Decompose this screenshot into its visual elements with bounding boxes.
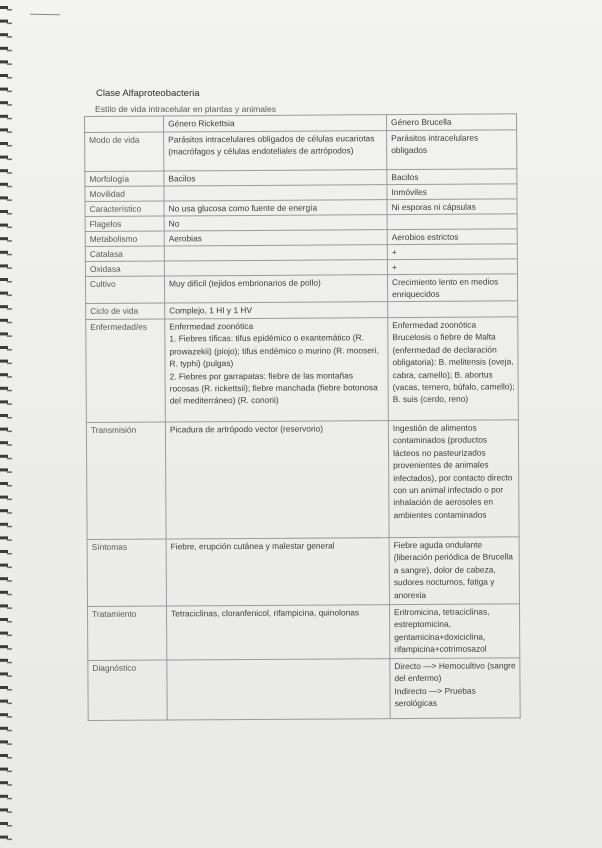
table-row — [88, 658, 520, 721]
brucella-cell: Enfermedad zoonótica Brucelosis o fiebre de Malta (enfermedad de declaración obligatoria): B. melitensis (oveja, cabra, camello); B. abortus (vacas, ternero, búfalo, camello); B. suis (cerdo, reno) — [388, 317, 519, 421]
table-row — [86, 420, 519, 540]
binding-mark — [0, 156, 8, 159]
binding-mark-tail — [7, 104, 12, 106]
binding-mark-tail — [7, 118, 12, 120]
binding-mark — [0, 808, 8, 811]
binding-mark — [0, 414, 8, 417]
binding-mark — [0, 740, 8, 743]
binding-mark — [0, 373, 8, 376]
binding-mark — [0, 645, 8, 648]
binding-mark-tail — [7, 499, 12, 501]
binding-mark — [0, 468, 8, 471]
row-label: Característico — [85, 201, 164, 216]
brucella-cell: + — [387, 259, 517, 275]
rickettsia-cell — [164, 245, 387, 261]
rickettsia-cell: Picadura de artrópodo vector (reservorio) — [165, 421, 389, 539]
row-label: Movilidad — [85, 186, 164, 201]
binding-mark — [0, 237, 8, 240]
binding-mark — [0, 604, 8, 607]
binding-mark-tail — [7, 675, 12, 677]
rickettsia-cell: Complejo, 1 HI y 1 HV — [165, 302, 388, 319]
rickettsia-cell — [167, 659, 390, 720]
binding-mark-tail — [7, 159, 12, 161]
binding-mark-tail — [7, 240, 12, 242]
binding-mark — [0, 292, 8, 295]
binding-mark — [0, 20, 8, 23]
binding-mark — [0, 196, 8, 199]
binding-mark-tail — [7, 186, 12, 188]
binding-mark-tail — [7, 9, 12, 11]
binding-mark — [0, 836, 8, 839]
brucella-cell — [388, 301, 518, 318]
binding-mark — [0, 591, 8, 594]
rickettsia-cell: Muy difícil (tejidos embrionarios de pollo) — [164, 275, 387, 303]
document-title: Clase Alfaproteobacteria — [96, 88, 200, 99]
binding-mark-tail — [7, 839, 12, 841]
rickettsia-cell — [164, 260, 387, 276]
binding-mark-tail — [7, 716, 12, 718]
binding-mark — [0, 428, 8, 431]
binding-mark-tail — [7, 36, 12, 38]
binding-mark — [0, 523, 8, 526]
row-label: Enfermedad/es — [86, 319, 166, 422]
binding-mark-tail — [7, 131, 12, 133]
rickettsia-cell: Aerobias — [164, 230, 387, 246]
binding-mark — [0, 33, 8, 36]
row-label: Metabolismo — [85, 231, 164, 246]
binding-mark-tail — [7, 648, 12, 650]
brucella-cell — [387, 214, 517, 230]
binding-mark — [0, 115, 8, 118]
binding-mark-tail — [7, 281, 12, 283]
binding-mark — [0, 768, 8, 771]
binding-mark-tail — [7, 295, 12, 297]
binding-mark — [0, 346, 8, 349]
binding-mark — [0, 319, 8, 322]
binding-mark-tail — [7, 471, 12, 473]
brucella-cell: + — [387, 244, 517, 260]
binding-mark — [0, 210, 8, 213]
binding-mark-tail — [7, 567, 12, 569]
binding-mark-tail — [7, 267, 12, 269]
binding-mark-tail — [7, 798, 12, 800]
binding-mark — [0, 400, 8, 403]
binding-mark — [0, 60, 8, 63]
binding-mark — [0, 781, 8, 784]
rickettsia-cell — [164, 185, 387, 201]
binding-mark-tail — [7, 50, 12, 52]
binding-mark — [0, 360, 8, 363]
binding-mark — [0, 536, 8, 539]
binding-mark — [0, 564, 8, 567]
binding-mark-tail — [7, 526, 12, 528]
binding-mark-tail — [7, 553, 12, 555]
binding-mark — [0, 727, 8, 730]
binding-mark — [0, 713, 8, 716]
binding-mark-tail — [7, 363, 12, 365]
rickettsia-cell: Parásitos intracelulares obligados de células eucariotas (macrófagos y células endoteliales de artrópodos) — [164, 131, 387, 171]
binding-mark-tail — [7, 825, 12, 827]
header-cell-empty — [85, 116, 164, 132]
binding-mark-tail — [7, 376, 12, 378]
binding-mark-tail — [7, 63, 12, 65]
binding-mark — [0, 101, 8, 104]
row-label: Catalasa — [85, 246, 164, 261]
pen-mark — [30, 14, 60, 16]
binding-mark-tail — [7, 689, 12, 691]
binding-mark — [0, 659, 8, 662]
brucella-cell: Bacilos — [387, 169, 517, 185]
rickettsia-cell: Tetraciclinas, cloranfenicol, rifampicina, quinolonas — [166, 605, 389, 660]
binding-mark — [0, 672, 8, 675]
binding-mark — [0, 305, 8, 308]
row-label: Morfología — [85, 171, 164, 186]
binding-mark — [0, 482, 8, 485]
binding-mark — [0, 47, 8, 50]
binding-mark — [0, 6, 8, 9]
binding-mark-tail — [7, 227, 12, 229]
brucella-cell: Inmóviles — [387, 184, 517, 200]
table-row — [85, 130, 517, 172]
comparison-table — [84, 113, 521, 721]
binding-mark — [0, 278, 8, 281]
binding-mark — [0, 88, 8, 91]
binding-mark — [0, 509, 8, 512]
binding-mark-tail — [7, 403, 12, 405]
binding-mark-tail — [7, 771, 12, 773]
binding-mark-tail — [7, 417, 12, 419]
binding-mark-tail — [7, 335, 12, 337]
binding-mark — [0, 183, 8, 186]
brucella-cell: Crecimiento lento en medios enriquecidos — [387, 274, 517, 302]
table-row — [86, 317, 519, 423]
binding-mark — [0, 700, 8, 703]
binding-mark — [0, 441, 8, 444]
binding-mark — [0, 632, 8, 635]
binding-mark — [0, 618, 8, 621]
binding-mark-tail — [7, 743, 12, 745]
binding-mark-tail — [7, 594, 12, 596]
binding-mark — [0, 795, 8, 798]
binding-mark-tail — [7, 145, 12, 147]
binding-mark-tail — [7, 349, 12, 351]
table-row — [85, 274, 517, 304]
row-label: Modo de vida — [85, 132, 164, 171]
row-label: Síntomas — [87, 539, 166, 606]
binding-mark-tail — [7, 199, 12, 201]
spiral-binding — [0, 0, 14, 848]
row-label: Oxidasa — [85, 261, 164, 276]
binding-mark-tail — [7, 308, 12, 310]
binding-mark-tail — [7, 539, 12, 541]
binding-mark-tail — [7, 811, 12, 813]
binding-mark-tail — [7, 390, 12, 392]
binding-mark-tail — [7, 485, 12, 487]
binding-mark-tail — [7, 784, 12, 786]
binding-mark — [0, 169, 8, 172]
table-row — [87, 537, 519, 607]
rickettsia-cell: Fiebre, erupción cutánea y malestar general — [166, 538, 389, 606]
binding-mark — [0, 496, 8, 499]
rickettsia-cell: Bacilos — [164, 170, 387, 186]
binding-mark-tail — [7, 580, 12, 582]
binding-holes-graphic — [0, 0, 14, 848]
brucella-cell: Directo —> Hemocultivo (sangre del enfermo) Indirecto —> Pruebas serológicas — [390, 658, 520, 719]
binding-mark-tail — [7, 91, 12, 93]
binding-mark-tail — [7, 607, 12, 609]
binding-mark-tail — [7, 512, 12, 514]
binding-mark-tail — [7, 621, 12, 623]
header-cell-brucella: Género Brucella — [386, 114, 516, 131]
binding-mark — [0, 128, 8, 131]
rickettsia-cell: No usa glucosa como fuente de energía — [164, 200, 387, 216]
binding-mark-tail — [7, 662, 12, 664]
binding-mark — [0, 224, 8, 227]
binding-mark — [0, 822, 8, 825]
binding-mark-tail — [7, 254, 12, 256]
binding-mark — [0, 142, 8, 145]
brucella-cell: Ni esporas ni cápsulas — [387, 199, 517, 215]
row-label: Diagnóstico — [88, 660, 167, 720]
binding-mark-tail — [7, 431, 12, 433]
binding-mark — [0, 387, 8, 390]
binding-mark — [0, 332, 8, 335]
binding-mark-tail — [7, 322, 12, 324]
document-subtitle: Estilo de vida intracelular en plantas y animales — [95, 104, 277, 114]
row-label: Ciclo de vida — [86, 303, 165, 319]
binding-mark — [0, 251, 8, 254]
binding-mark-tail — [7, 23, 12, 25]
brucella-cell: Eritromicina, tetraciclinas, estreptomicina, gentamicina+doxiciclina, rifampicina+cotrimosazol — [389, 604, 519, 659]
binding-mark-tail — [7, 757, 12, 759]
rickettsia-cell: Enfermedad zoonótica 1. Fiebres tíficas: tifus epidémico o exantemático (R. prowazekii) (piojo); tifus endémico o murino (R. mooseri, R. typhi) (pulgas) 2. Fiebres por garrapatas: fiebre de las montañas rocosas (R. rickettsii); fiebre manchada (fiebre botonosa del mediterráneo) (R. conorii) — [165, 318, 389, 422]
binding-mark — [0, 455, 8, 458]
binding-mark-tail — [7, 635, 12, 637]
brucella-cell: Parásitos intracelulares obligados — [387, 130, 517, 170]
row-label: Flagelos — [85, 216, 164, 231]
binding-mark-tail — [7, 458, 12, 460]
binding-mark — [0, 577, 8, 580]
row-label: Transmisión — [86, 422, 166, 539]
binding-mark-tail — [7, 730, 12, 732]
row-label: Tratamiento — [87, 606, 166, 660]
brucella-cell: Ingestión de alimentos contaminados (productos lácteos no pasteurizados provenientes de animales infectados), por contacto directo con un animal infectado o por inhalación de aerosoles en ambientes contaminados — [388, 420, 519, 538]
header-cell-rickettsia: Género Rickettsia — [164, 115, 387, 132]
binding-mark — [0, 264, 8, 267]
table-row — [87, 604, 519, 661]
brucella-cell: Fiebre aguda ondulante (liberación periódica de Brucella a sangre), dolor de cabeza, sudores nocturnos, fatiga y anorexia — [389, 537, 519, 605]
binding-mark-tail — [7, 213, 12, 215]
brucella-cell: Aerobios estrictos — [387, 229, 517, 245]
binding-mark-tail — [7, 444, 12, 446]
binding-mark — [0, 74, 8, 77]
binding-mark — [0, 754, 8, 757]
row-label: Cultivo — [85, 276, 164, 303]
rickettsia-cell: No — [164, 215, 387, 231]
binding-mark-tail — [7, 77, 12, 79]
binding-mark — [0, 550, 8, 553]
binding-mark-tail — [7, 172, 12, 174]
binding-mark — [0, 686, 8, 689]
binding-mark-tail — [7, 703, 12, 705]
